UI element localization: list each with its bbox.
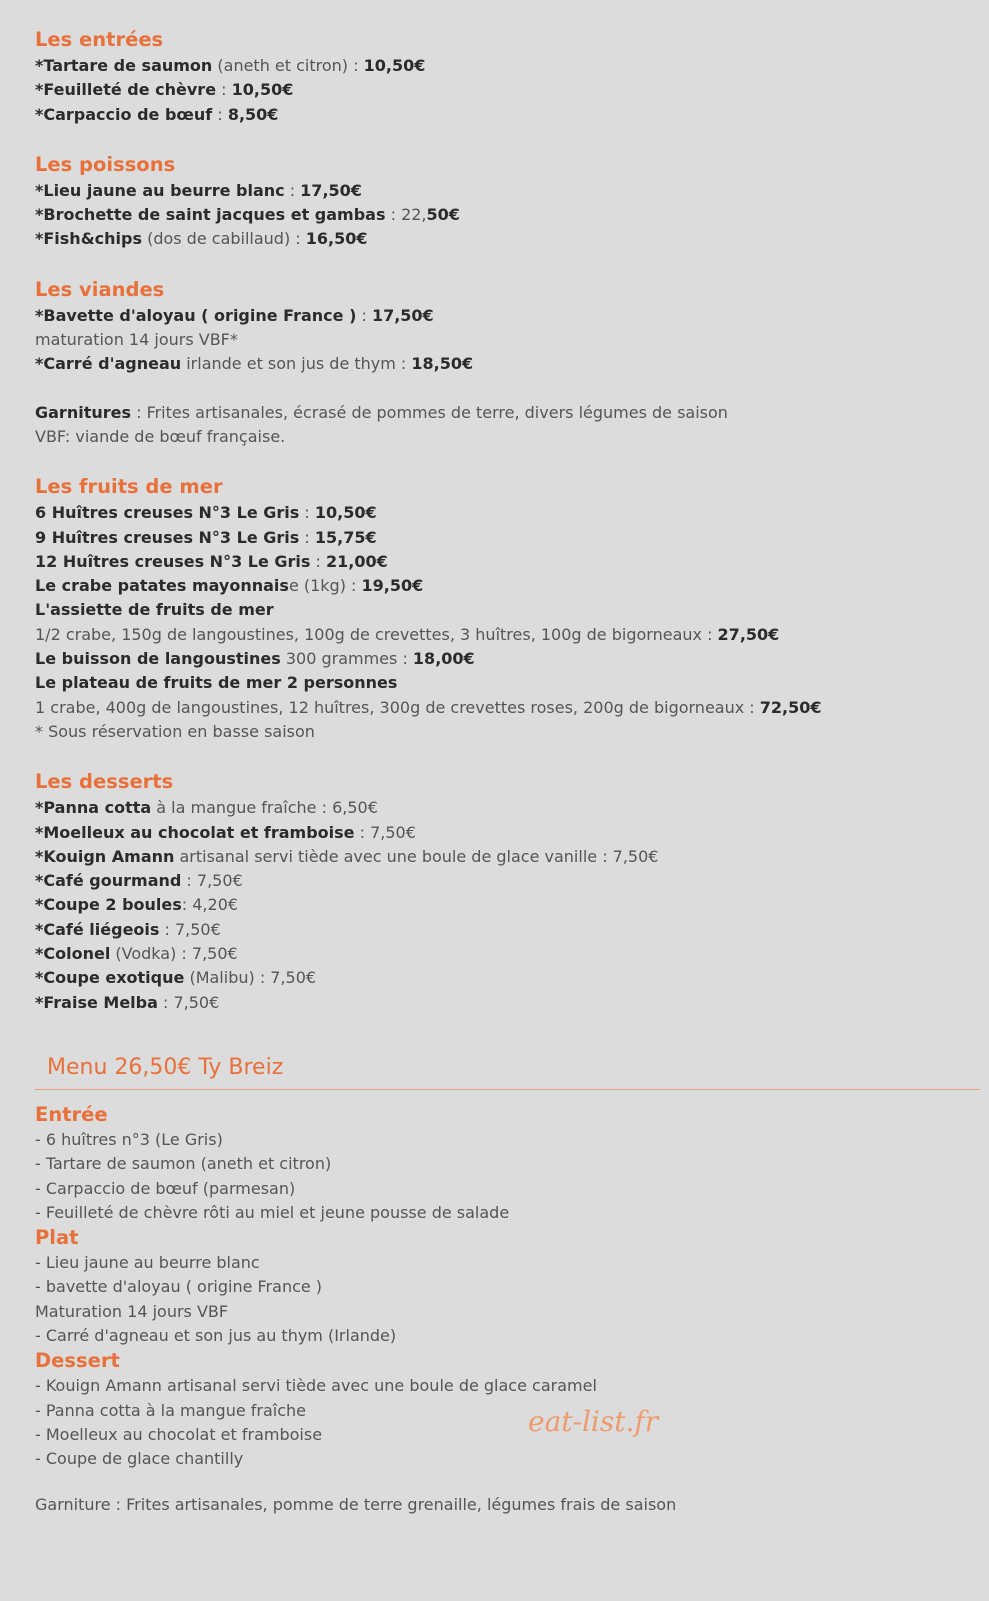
- list-item: *Moelleux au chocolat et framboise : 7,50€: [35, 822, 416, 842]
- list-item: *Fish&chips (dos de cabillaud) : 16,50€: [35, 229, 368, 249]
- list-item: - Moelleux au chocolat et framboise: [35, 1424, 323, 1444]
- menu-garniture: Garniture : Frites artisanales, pomme de terre grenaille, légumes frais de saison: [35, 1495, 677, 1515]
- list-item: *Feuilleté de chèvre : 10,50€: [35, 80, 294, 100]
- list-item: *Lieu jaune au beurre blanc : 17,50€: [35, 180, 362, 200]
- menu-entree: [35, 1102, 954, 1225]
- section-poissons: [35, 151, 954, 252]
- item-note: maturation 14 jours VBF*: [35, 330, 238, 350]
- garnitures-line: Garnitures : Frites artisanales, écrasé de pommes de terre, divers légumes de saison: [35, 402, 728, 422]
- item-detail: 1 crabe, 400g de langoustines, 12 huîtres, 300g de crevettes roses, 200g de bigorneaux : 72,50€: [35, 697, 822, 717]
- vbf-note: VBF: viande de bœuf française.: [35, 426, 286, 446]
- watermark: eat-list.fr: [528, 1405, 659, 1438]
- item-detail: 1/2 crabe, 150g de langoustines, 100g de crevettes, 3 huîtres, 100g de bigorneaux : 27,50€: [35, 624, 780, 644]
- section-title: Les entrées: [35, 28, 164, 51]
- section-title: Les desserts: [35, 770, 174, 794]
- list-item: *Kouign Amann artisanal servi tiède avec une boule de glace vanille : 7,50€: [35, 846, 659, 866]
- list-item: - Carré d'agneau et son jus au thym (Irlande): [35, 1325, 397, 1345]
- list-item: *Café gourmand : 7,50€: [35, 871, 243, 891]
- menu-dessert: [35, 1348, 954, 1471]
- menu-plat-title: Plat: [35, 1226, 79, 1250]
- list-item: *Carpaccio de bœuf : 8,50€: [35, 104, 279, 124]
- section-fruits-de-mer: [35, 473, 954, 744]
- list-item: *Bavette d'aloyau ( origine France ) : 17,50€: [35, 305, 434, 325]
- list-item: *Coupe exotique (Malibu) : 7,50€: [35, 968, 317, 988]
- list-item: *Brochette de saint jacques et gambas : 22,50€: [35, 205, 460, 225]
- section-viandes: [35, 276, 954, 449]
- list-item: - Feuilleté de chèvre rôti au miel et jeune pousse de salade: [35, 1202, 510, 1222]
- list-item: - Lieu jaune au beurre blanc: [35, 1253, 260, 1273]
- list-item: 9 Huîtres creuses N°3 Le Gris : 15,75€: [35, 527, 377, 547]
- list-item: L'assiette de fruits de mer: [35, 600, 274, 620]
- list-item: *Tartare de saumon (aneth et citron) : 10,50€: [35, 56, 426, 75]
- list-item: Le buisson de langoustines 300 grammes : 18,00€: [35, 649, 475, 669]
- menu-entree-title: Entrée: [35, 1102, 108, 1126]
- item-note: * Sous réservation en basse saison: [35, 721, 315, 741]
- menu-dessert-title: Dessert: [35, 1349, 120, 1373]
- section-title: Les viandes: [35, 277, 165, 301]
- list-item: - Tartare de saumon (aneth et citron): [35, 1154, 332, 1174]
- list-item: - Coupe de glace chantilly: [35, 1449, 244, 1469]
- section-desserts: [35, 768, 954, 1015]
- list-item: *Fraise Melba : 7,50€: [35, 992, 220, 1012]
- list-item: *Colonel (Vodka) : 7,50€: [35, 944, 238, 964]
- list-item: Le plateau de fruits de mer 2 personnes: [35, 673, 398, 693]
- menu-title: Menu 26,50€ Ty Breiz: [47, 1054, 284, 1080]
- list-item: *Coupe 2 boules: 4,20€: [35, 895, 239, 915]
- list-item: *Café liégeois : 7,50€: [35, 919, 221, 939]
- section-title: Les fruits de mer: [35, 475, 223, 499]
- section-entrees: [35, 26, 954, 127]
- section-title: Les poissons: [35, 152, 176, 176]
- list-item: - Kouign Amann artisanal servi tiède avec une boule de glace caramel: [35, 1376, 597, 1396]
- divider: [35, 1089, 980, 1090]
- list-item: - 6 huîtres n°3 (Le Gris): [35, 1129, 223, 1149]
- list-item: *Panna cotta à la mangue fraîche : 6,50€: [35, 798, 378, 818]
- list-item: *Carré d'agneau irlande et son jus de thym : 18,50€: [35, 354, 474, 374]
- list-item: - bavette d'aloyau ( origine France ): [35, 1277, 323, 1297]
- menu-plat: [35, 1225, 954, 1348]
- list-item: 12 Huîtres creuses N°3 Le Gris : 21,00€: [35, 551, 388, 571]
- list-item: Maturation 14 jours VBF: [35, 1301, 229, 1321]
- list-item: 6 Huîtres creuses N°3 Le Gris : 10,50€: [35, 503, 377, 523]
- list-item: - Carpaccio de bœuf (parmesan): [35, 1178, 296, 1198]
- list-item: Le crabe patates mayonnaise (1kg) : 19,50€: [35, 576, 424, 596]
- list-item: - Panna cotta à la mangue fraîche: [35, 1400, 307, 1420]
